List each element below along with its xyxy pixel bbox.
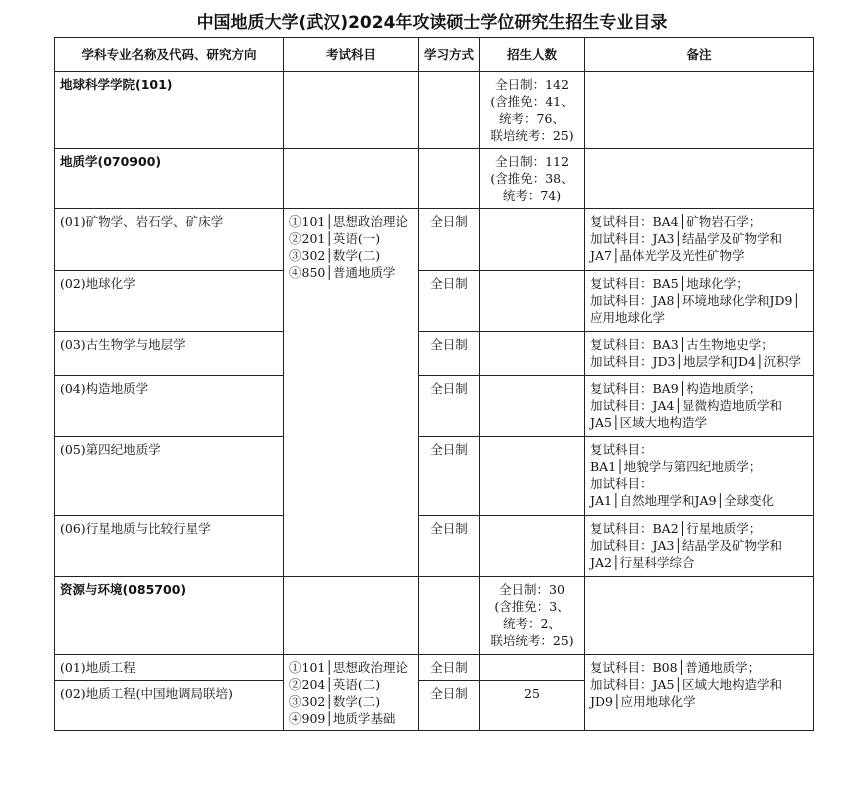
study-mode: 全日制 [419,209,480,271]
study-mode: 全日制 [419,376,480,437]
header-enroll: 招生人数 [480,38,585,72]
study-mode: 全日制 [419,271,480,332]
study-mode: 全日制 [419,437,480,516]
direction-row [55,271,814,332]
enroll-count: 25 [480,681,585,731]
direction-name: (02)地球化学 [55,271,284,332]
direction-name: (03)古生物学与地层学 [55,332,284,376]
direction-name: (04)构造地质学 [55,376,284,437]
direction-row [55,376,814,437]
study-mode: 全日制 [419,516,480,577]
study-mode: 全日制 [419,332,480,376]
exam-subjects: ①101│思想政治理论 ②201│英语(一) ③302│数学(二) ④850│普通地质学 [284,209,419,577]
direction-row [55,437,814,516]
study-mode: 全日制 [419,681,480,731]
college-name: 地球科学学院(101) [55,72,284,149]
major-row-geology [55,149,814,209]
header-remarks: 备注 [585,38,814,72]
direction-remarks: 复试科目：B08│普通地质学； 加试科目：JA5│区域大地构造学和 JD9│应用地球化学 [585,655,814,731]
direction-remarks: 复试科目： BA1│地貌学与第四纪地质学； 加试科目： JA1│自然地理学和JA9│全球变化 [585,437,814,516]
header-row [55,38,814,72]
direction-name: (01)矿物学、岩石学、矿床学 [55,209,284,271]
college-row [55,72,814,149]
catalog-table [54,37,814,731]
direction-remarks: 复试科目：BA5│地球化学； 加试科目：JA8│环境地球化学和JD9│ 应用地球化学 [585,271,814,332]
direction-name: (01)地质工程 [55,655,284,681]
direction-row [55,655,814,681]
direction-row [55,516,814,577]
direction-row [55,209,814,271]
major-name: 地质学(070900) [55,149,284,209]
direction-name: (02)地质工程(中国地调局联培) [55,681,284,731]
direction-row [55,332,814,376]
study-mode: 全日制 [419,655,480,681]
direction-remarks: 复试科目：BA4│矿物岩石学； 加试科目：JA3│结晶学及矿物学和 JA7│晶体光学及光性矿物学 [585,209,814,271]
header-mode: 学习方式 [419,38,480,72]
page-title: 中国地质大学(武汉)2024年攻读硕士学位研究生招生专业目录 [196,13,668,33]
major-name: 资源与环境(085700) [55,577,284,655]
college-enroll: 全日制：142 (含推免：41、 统考：76、 联培统考：25) [480,72,585,149]
major-row-resources [55,577,814,655]
direction-remarks: 复试科目：BA2│行星地质学； 加试科目：JA3│结晶学及矿物学和 JA2│行星科学综合 [585,516,814,577]
major-enroll: 全日制：112 (含推免：38、 统考：74) [480,149,585,209]
direction-name: (05)第四纪地质学 [55,437,284,516]
direction-remarks: 复试科目：BA3│古生物地史学； 加试科目：JD3│地层学和JD4│沉积学 [585,332,814,376]
major-enroll: 全日制：30 (含推免：3、 统考：2、 联培统考：25) [480,577,585,655]
direction-name: (06)行星地质与比较行星学 [55,516,284,577]
direction-remarks: 复试科目：BA9│构造地质学； 加试科目：JA4│显微构造地质学和 JA5│区域大地构造学 [585,376,814,437]
exam-subjects: ①101│思想政治理论 ②204│英语(二) ③302│数学(二) ④909│地质学基础 [284,655,419,731]
header-exam: 考试科目 [284,38,419,72]
enroll-count [480,655,585,681]
header-major: 学科专业名称及代码、研究方向 [55,38,284,72]
